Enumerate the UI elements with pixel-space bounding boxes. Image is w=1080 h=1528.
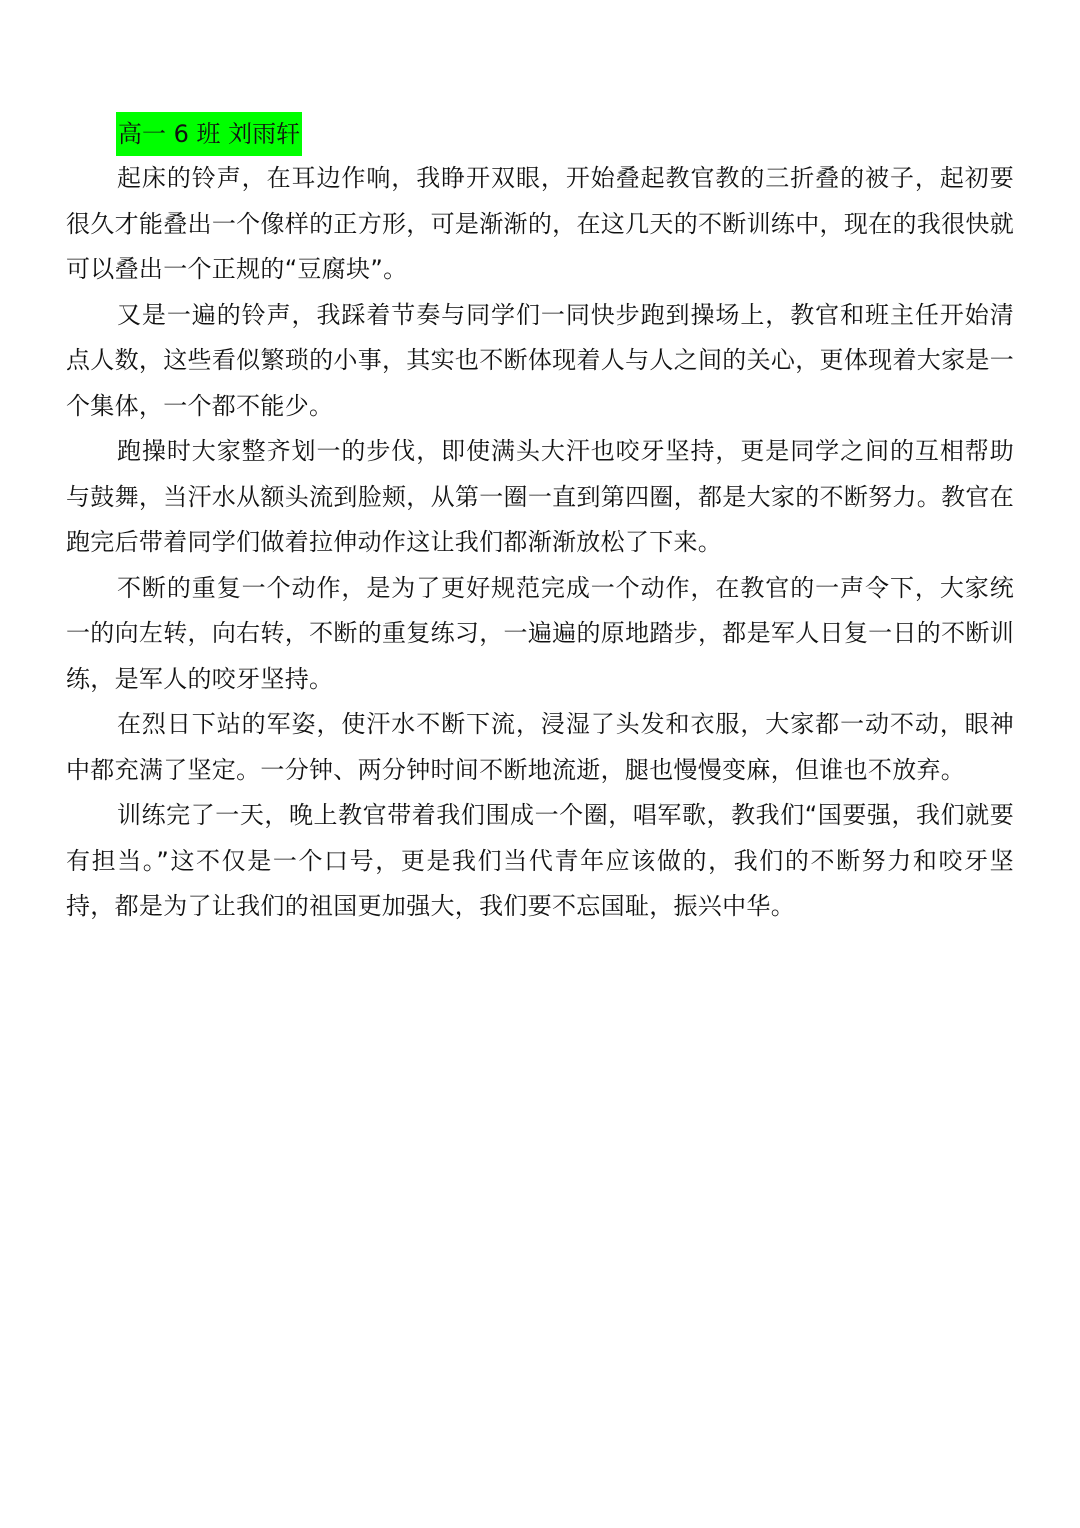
document-page: [66, 112, 1014, 930]
paragraph-1: 起床的铃声，在耳边作响，我睁开双眼，开始叠起教官教的三折叠的被子，起初要很久才能叠出一个像样的正方形，可是渐渐的，在这几天的不断训练中，现在的我很快就可以叠出一个正规的“豆腐块”。: [66, 164, 1014, 283]
author-line: [116, 112, 1014, 156]
author-name: 高一 6 班 刘雨轩: [116, 112, 302, 156]
paragraph-4: 不断的重复一个动作，是为了更好规范完成一个动作，在教官的一声令下，大家统一的向左转，向右转，不断的重复练习，一遍遍的原地踏步，都是军人日复一日的不断训练，是军人的咬牙坚持。: [66, 573, 1014, 693]
paragraph-3: 跑操时大家整齐划一的步伐，即使满头大汗也咬牙坚持，更是同学之间的互相帮助与鼓舞，当汗水从额头流到脸颊，从第一圈一直到第四圈，都是大家的不断努力。教官在跑完后带着同学们做着拉伸动作这让我们都渐渐放松了下来。: [66, 437, 1014, 556]
paragraph-5: 在烈日下站的军姿，使汗水不断下流，浸湿了头发和衣服，大家都一动不动，眼神中都充满了坚定。一分钟、两分钟时间不断地流逝，腿也慢慢变麻，但谁也不放弃。: [66, 710, 1014, 784]
paragraph-6: 训练完了一天，晚上教官带着我们围成一个圈，唱军歌，教我们“国要强，我们就要有担当。”这不仅是一个口号，更是我们当代青年应该做的，我们的不断努力和咬牙坚持，都是为了让我们的祖国更加强大，我们要不忘国耻，振兴中华。: [66, 801, 1014, 920]
paragraph-2: 又是一遍的铃声，我踩着节奏与同学们一同快步跑到操场上，教官和班主任开始清点人数，这些看似繁琐的小事，其实也不断体现着人与人之间的关心，更体现着大家是一个集体，一个都不能少。: [66, 300, 1014, 420]
